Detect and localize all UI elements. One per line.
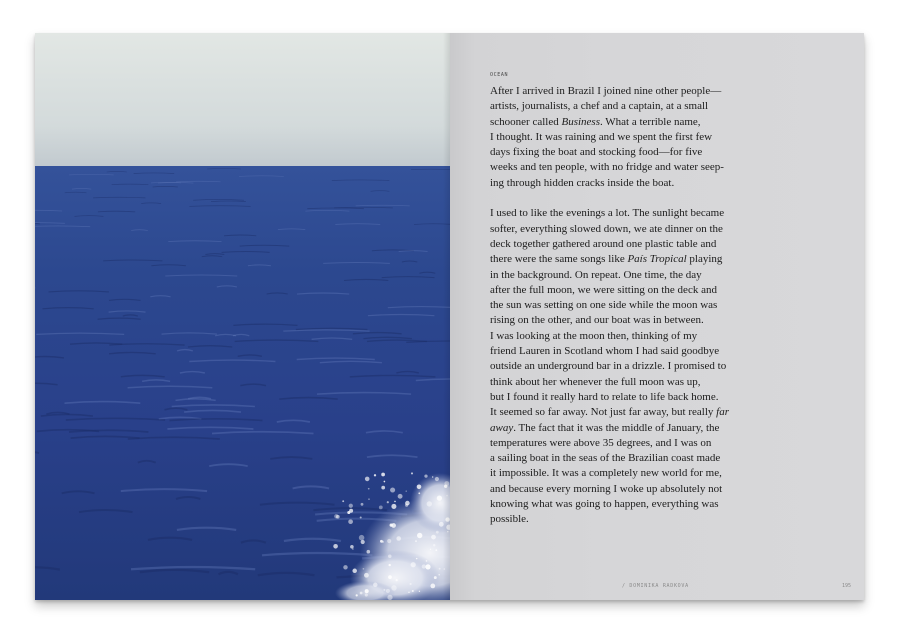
foam-speck bbox=[417, 485, 422, 490]
text-line bbox=[490, 160, 780, 175]
foam-speck bbox=[437, 495, 442, 500]
text-page bbox=[450, 33, 864, 600]
foam-speck bbox=[360, 592, 363, 595]
text-segment: rising on the other, and our boat was in between. bbox=[490, 314, 704, 327]
foam-speck bbox=[398, 494, 403, 499]
foam-speck bbox=[424, 474, 427, 477]
foam-speck bbox=[365, 593, 368, 596]
text-line bbox=[490, 482, 780, 497]
text-line bbox=[490, 283, 780, 298]
foam-speck bbox=[435, 549, 437, 551]
text-segment: a sailing boat in the seas of the Brazilian coast made bbox=[490, 452, 721, 465]
foam-speck bbox=[416, 558, 417, 559]
foam-speck bbox=[361, 540, 365, 544]
foam-speck bbox=[387, 539, 391, 543]
foam-speck bbox=[412, 590, 414, 592]
text-segment: . The fact that it was the middle of January, the bbox=[513, 421, 720, 434]
foam-speck bbox=[436, 531, 439, 534]
foam-speck bbox=[430, 584, 435, 589]
foam-speck bbox=[439, 568, 441, 570]
foam-speck bbox=[391, 585, 396, 590]
text-line bbox=[490, 176, 780, 191]
foam-speck bbox=[381, 486, 385, 490]
italic-text: Business bbox=[561, 115, 600, 128]
foam-speck bbox=[443, 568, 445, 570]
text-segment: After I arrived in Brazil I joined nine other people— bbox=[490, 85, 722, 97]
foam-speck bbox=[438, 574, 440, 576]
text-line bbox=[490, 252, 780, 267]
foam-speck bbox=[350, 545, 354, 549]
foam-speck bbox=[381, 473, 385, 477]
foam-speck bbox=[419, 591, 420, 592]
text-line bbox=[490, 99, 780, 114]
text-line bbox=[490, 359, 780, 374]
foam-speck bbox=[349, 504, 353, 508]
foam-speck bbox=[394, 501, 396, 503]
foam-speck bbox=[352, 548, 354, 550]
foam-speck bbox=[434, 576, 437, 579]
foam-speck bbox=[365, 477, 370, 482]
text-segment: It seemed so far away. Not just far away, but really bbox=[490, 406, 717, 419]
foam-speck bbox=[349, 509, 353, 513]
text-line bbox=[490, 222, 780, 237]
foam-speck bbox=[389, 564, 391, 566]
text-segment: after the full moon, we were sitting on the deck and bbox=[490, 283, 717, 296]
text-line bbox=[490, 298, 780, 313]
magazine-spread bbox=[35, 33, 864, 600]
foam-speck bbox=[364, 573, 369, 578]
foam-speck bbox=[422, 564, 426, 568]
text-line bbox=[490, 84, 780, 99]
text-line bbox=[490, 313, 780, 328]
text-segment: it impossible. It was a completely new world for me, bbox=[490, 467, 722, 480]
text-segment: and because every morning I woke up absolutely not bbox=[490, 482, 723, 495]
foam-speck bbox=[368, 488, 370, 490]
text-line bbox=[490, 329, 780, 344]
foam-speck bbox=[396, 536, 401, 541]
text-line bbox=[490, 405, 780, 420]
foam-speck bbox=[439, 522, 444, 527]
text-segment: I thought. It was raining and we spent the first few bbox=[490, 130, 713, 143]
text-line bbox=[490, 466, 780, 481]
text-line bbox=[490, 512, 780, 527]
page-number: 195 bbox=[842, 583, 852, 589]
foam-speck bbox=[396, 579, 398, 581]
foam-speck bbox=[361, 503, 364, 506]
foam-speck bbox=[333, 544, 338, 549]
italic-text: away bbox=[490, 421, 514, 434]
text-segment: playing bbox=[686, 253, 723, 266]
foam-speck bbox=[391, 504, 396, 509]
foam-speck bbox=[386, 589, 390, 593]
text-segment: but I found it really hard to relate to life back home. bbox=[490, 390, 719, 403]
text-segment: deck together gathered around one plastic table and bbox=[490, 237, 717, 250]
foam-speck bbox=[417, 533, 422, 538]
text-segment: possible. bbox=[490, 513, 529, 526]
text-line bbox=[490, 145, 780, 160]
foam-speck bbox=[427, 501, 432, 506]
sky bbox=[35, 33, 450, 166]
text-line bbox=[490, 237, 780, 252]
text-line bbox=[490, 375, 780, 390]
text-segment: the sun was setting on one side while the moon was bbox=[490, 299, 718, 312]
foam-speck bbox=[446, 495, 448, 497]
foam-speck bbox=[433, 544, 435, 546]
foam-speck bbox=[342, 500, 344, 502]
article-body bbox=[490, 84, 780, 528]
foam-speck bbox=[352, 569, 357, 574]
text-line bbox=[490, 390, 780, 405]
foam-speck bbox=[348, 519, 353, 524]
foam-speck bbox=[380, 540, 383, 543]
text-line bbox=[490, 268, 780, 283]
foam-speck bbox=[426, 560, 428, 562]
text-segment: knowing what was going to happen, everything was bbox=[490, 498, 719, 511]
text-segment: softer, everything slowed down, we ate dinner on the bbox=[490, 222, 723, 235]
foam-speck bbox=[415, 540, 417, 542]
section-label: OCEAN bbox=[490, 72, 509, 78]
foam-speck bbox=[406, 490, 407, 491]
foam-speck bbox=[444, 485, 447, 488]
foam-speck bbox=[365, 589, 369, 593]
text-line bbox=[490, 130, 780, 145]
foam-speck bbox=[373, 583, 377, 587]
foam-speck bbox=[356, 594, 358, 596]
text-segment: I was looking at the moon then, thinking of my bbox=[490, 329, 698, 342]
foam-speck bbox=[425, 564, 430, 569]
text-line bbox=[490, 421, 780, 436]
text-line bbox=[490, 497, 780, 512]
text-segment: days fixing the boat and stocking food—for five bbox=[490, 146, 703, 159]
foam-speck bbox=[367, 550, 371, 554]
foam-speck bbox=[430, 549, 431, 550]
text-segment: in the background. On repeat. One time, the day bbox=[490, 268, 702, 281]
foam-speck bbox=[411, 472, 413, 474]
text-segment: there were the same songs like bbox=[490, 253, 628, 266]
foam-speck bbox=[387, 595, 392, 600]
foam-speck bbox=[390, 487, 395, 492]
text-line bbox=[490, 206, 780, 221]
foam-speck bbox=[405, 501, 410, 506]
text-segment: I used to like the evenings a lot. The sunlight became bbox=[490, 207, 725, 220]
text-segment: ing through hidden cracks inside the boat. bbox=[490, 176, 675, 189]
foam-speck bbox=[368, 498, 369, 499]
foam-speck bbox=[411, 562, 416, 567]
foam-speck bbox=[435, 477, 439, 481]
text-segment: friend Lauren in Scotland whom I had said goodbye bbox=[490, 345, 720, 358]
foam-speck bbox=[363, 568, 365, 570]
foam-speck bbox=[334, 514, 338, 518]
foam-speck bbox=[360, 516, 362, 518]
ocean-photo bbox=[35, 33, 450, 600]
foam-speck bbox=[390, 523, 393, 526]
foam-speck bbox=[374, 474, 376, 476]
foam-speck bbox=[379, 506, 383, 510]
foam-speck bbox=[388, 575, 392, 579]
text-segment: think about her whenever the full moon was up, bbox=[490, 375, 701, 388]
foam-speck bbox=[447, 531, 448, 532]
foam-speck bbox=[410, 583, 412, 585]
italic-text: País Tropical bbox=[627, 253, 687, 266]
foam-speck bbox=[431, 535, 436, 540]
foam-speck bbox=[384, 481, 386, 483]
text-line bbox=[490, 436, 780, 451]
foam-speck bbox=[387, 501, 389, 503]
foam-speck bbox=[343, 565, 347, 569]
author-credit: / DOMINIKA RADKOVA bbox=[622, 583, 689, 589]
foam-speck bbox=[388, 555, 391, 558]
foam-speck bbox=[432, 476, 433, 477]
text-segment: weeks and ten people, with no fridge and water seep- bbox=[490, 161, 724, 174]
foam-speck bbox=[383, 589, 385, 591]
text-segment: temperatures were above 35 degrees, and I was on bbox=[490, 436, 712, 449]
text-line bbox=[490, 115, 780, 130]
italic-text: far bbox=[716, 406, 729, 419]
text-segment: . What a terrible name, bbox=[599, 115, 701, 128]
photo-page bbox=[35, 33, 450, 600]
text-segment: outside an underground bar in a drizzle. I promised to bbox=[490, 360, 727, 373]
text-line bbox=[490, 451, 780, 466]
text-segment: artists, journalists, a chef and a captain, at a small bbox=[490, 100, 709, 113]
foam-speck bbox=[359, 535, 365, 541]
paragraph-gap bbox=[490, 191, 780, 206]
foam-speck bbox=[418, 492, 420, 494]
text-segment: schooner called bbox=[490, 115, 562, 128]
foam-speck bbox=[408, 592, 410, 594]
text-line bbox=[490, 344, 780, 359]
